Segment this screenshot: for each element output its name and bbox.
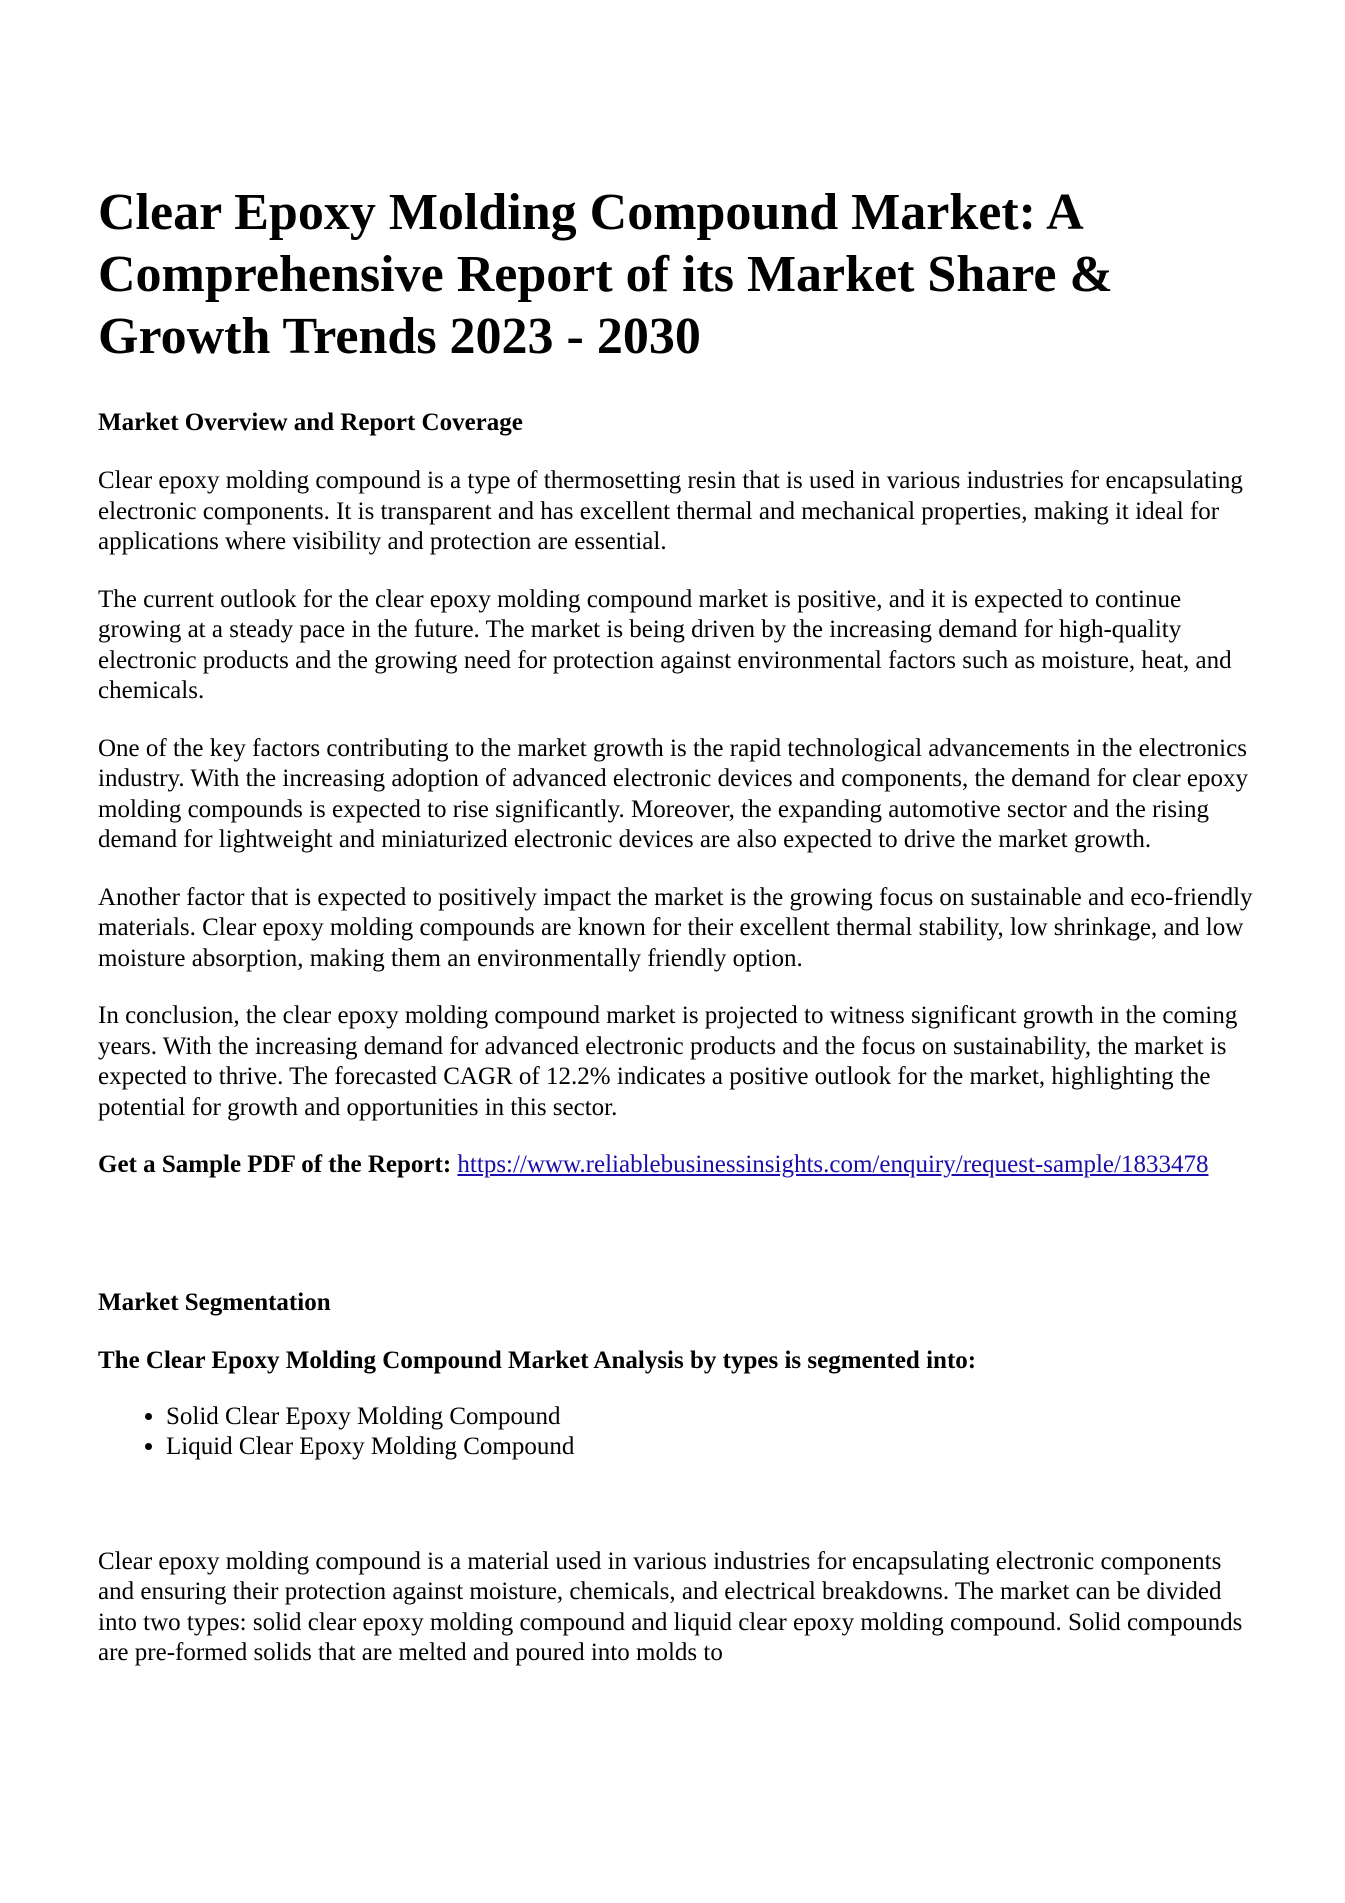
types-list	[98, 1402, 1258, 1463]
sample-pdf-label: Get a Sample PDF of the Report:	[98, 1151, 452, 1178]
overview-paragraph-5: In conclusion, the clear epoxy molding compound market is projected to witness significant growth in the coming years. With the increasing demand for advanced electronic products and the focus on sustainability, the market is expected to thrive. The forecasted CAGR of 12.2% indicates a positive outlook for the market, highlighting the potential for growth and opportunities in this sector.	[98, 1002, 1238, 1121]
page-title: Clear Epoxy Molding Compound Market: A Comprehensive Report of its Market Share & Growth Trends 2023 - 2030	[98, 184, 1113, 365]
list-item: • Liquid Clear Epoxy Molding Compound	[166, 1432, 1258, 1463]
sample-pdf-link[interactable]: https://www.reliablebusinessinsights.com/enquiry/request-sample/1833478	[457, 1151, 1209, 1178]
sample-pdf-line	[98, 1150, 1258, 1181]
overview-paragraph-2: The current outlook for the clear epoxy molding compound market is positive, and it is expected to continue growing at a steady pace in the future. The market is being driven by the increasing demand for high-quality electronic products and the growing need for protection against environmental factors such as moisture, heat, and chemicals.	[98, 585, 1232, 704]
document-page	[98, 182, 1258, 1696]
segmentation-heading: Market Segmentation	[98, 1288, 331, 1316]
overview-paragraph-4: Another factor that is expected to positively impact the market is the growing focus on sustainable and eco-friendly materials. Clear epoxy molding compounds are known for their excellent thermal stability, low shrinkage, and low moisture absorption, making them an environmentally friendly option.	[98, 883, 1253, 972]
types-heading: The Clear Epoxy Molding Compound Market Analysis by types is segmented into:	[98, 1346, 977, 1374]
list-item: • Solid Clear Epoxy Molding Compound	[166, 1402, 1258, 1433]
overview-heading: Market Overview and Report Coverage	[98, 409, 523, 436]
overview-paragraph-1: Clear epoxy molding compound is a type of thermosetting resin that is used in various industries for encapsulating electronic components. It is transparent and has excellent thermal and mechanical properties, making it ideal for applications where visibility and protection are essential.	[98, 467, 1243, 555]
spacer	[98, 1463, 1258, 1547]
spacer	[98, 1208, 1258, 1288]
overview-paragraph-3: One of the key factors contributing to the market growth is the rapid technological advancements in the electronics industry. With the increasing adoption of advanced electronic devices and components, the demand for clear epoxy molding compounds is expected to rise significantly. Moreover, the expanding automotive sector and the rising demand for lightweight and miniaturized electronic devices are also expected to drive the market growth.	[98, 734, 1248, 853]
segmentation-paragraph: Clear epoxy molding compound is a material used in various industries for encapsulating electronic components and ensuring their protection against moisture, chemicals, and electrical breakdowns. The market can be divided into two types: solid clear epoxy molding compound and liquid clear epoxy molding compound. Solid compounds are pre-formed solids that are melted and poured into molds to	[98, 1547, 1243, 1666]
